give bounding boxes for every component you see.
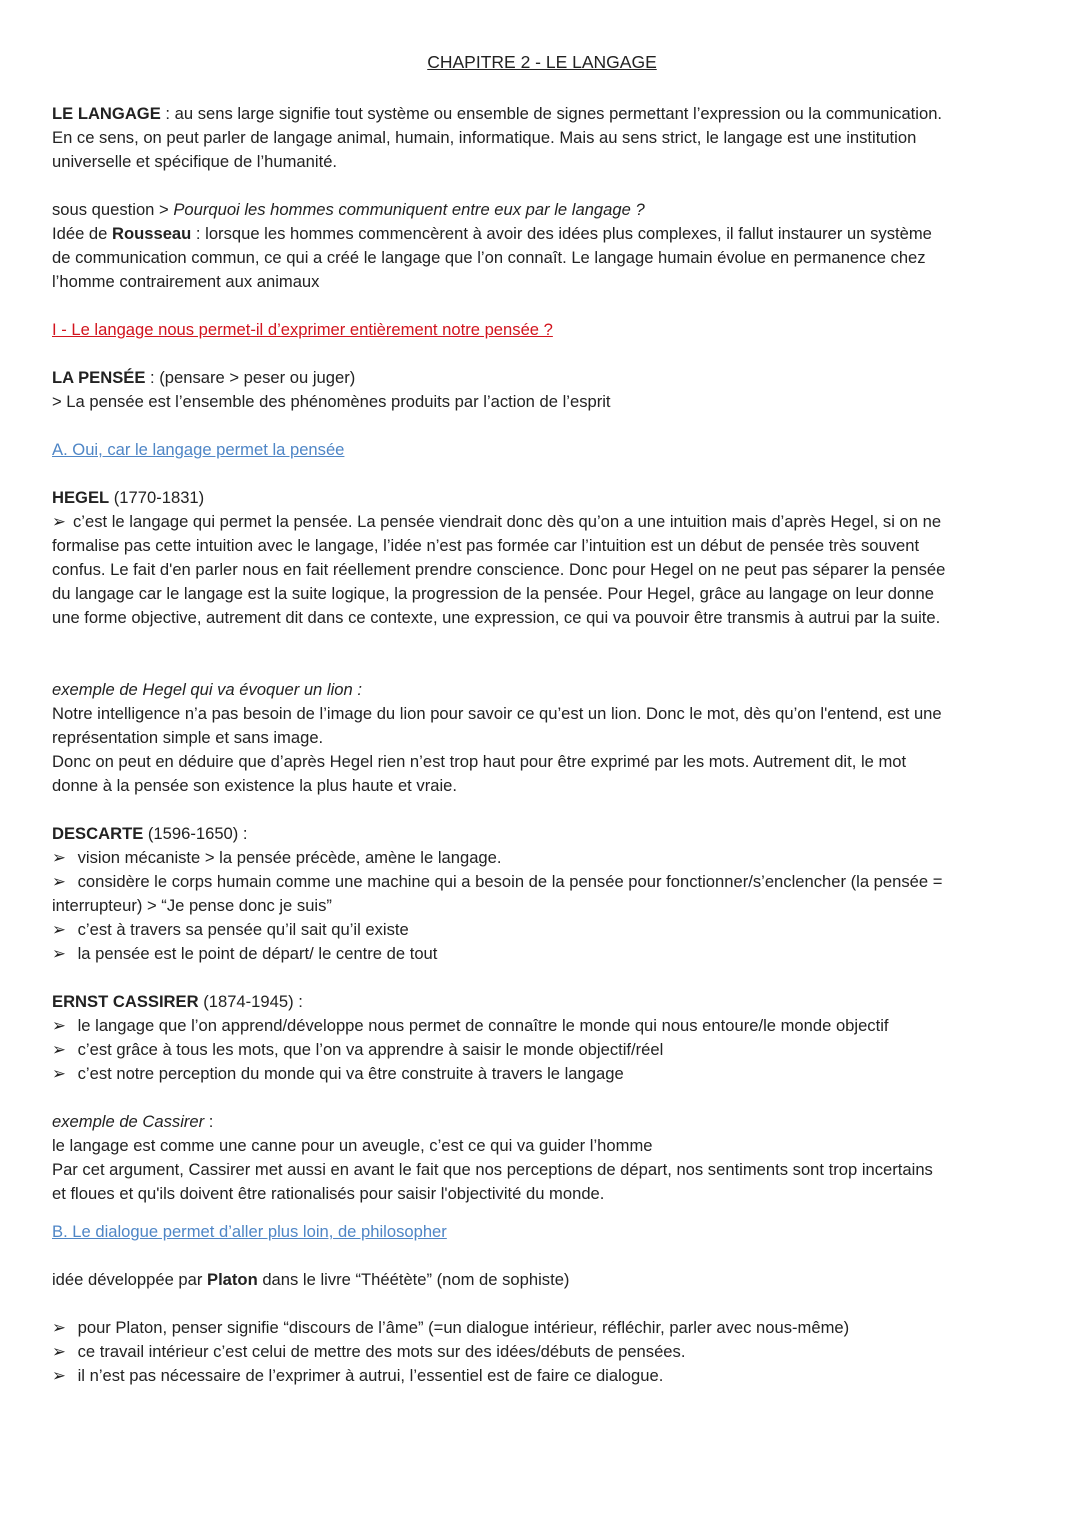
arrow-bullet-icon: ➢ xyxy=(52,512,66,531)
document-page xyxy=(52,50,1042,1388)
rousseau-idea: Idée de Rousseau : lorsque les hommes commencèrent à avoir des idées plus complexes, il fallut instaurer un système xyxy=(52,224,932,243)
hegel-line: une forme objective, autrement dit dans ce contexte, une expression, ce qui va pouvoir être transmis à autrui par la suite. xyxy=(52,608,941,627)
subsection-heading-b: B. Le dialogue permet d’aller plus loin, de philosopher xyxy=(52,1222,447,1241)
arrow-bullet-icon: ➢ xyxy=(52,1342,66,1361)
example-title: exemple de Hegel qui va évoquer un lion : xyxy=(52,680,362,699)
descarte-block: DESCARTE (1596-1650) : ➢ vision mécaniste > la pensée précède, amène le langage. ➢ considère le corps humain comme une machine qui a besoin de la pensée pour fonctionner/s’enclencher (la pensée = interrupteur) > “Je pense donc je suis” ➢ c’est à travers sa pensée qu’il sait qu’il existe ➢ la pensée est le point de départ/ le centre de tout xyxy=(52,822,1042,966)
page-title: CHAPITRE 2 - LE LANGAGE xyxy=(427,52,657,72)
bullet-item: ➢ c’est grâce à tous les mots, que l’on va apprendre à saisir le monde objectif/réel xyxy=(52,1038,1042,1062)
paragraph-line: l’homme contrairement aux animaux xyxy=(52,272,320,291)
definition-line: universelle et spécifique de l’humanité. xyxy=(52,152,338,171)
arrow-bullet-icon: ➢ xyxy=(52,1040,66,1059)
platon-intro: idée développée par Platon dans le livre “Théétète” (nom de sophiste) xyxy=(52,1270,570,1289)
bullet-item: ➢ il n’est pas nécessaire de l’exprimer à autrui, l’essentiel est de faire ce dialogue. xyxy=(52,1364,1042,1388)
section-heading-1: I - Le langage nous permet-il d’exprimer entièrement notre pensée ? xyxy=(52,320,553,339)
author-cassirer: ERNST CASSIRER xyxy=(52,992,199,1011)
bullet-item-continuation: interrupteur) > “Je pense donc je suis” xyxy=(52,896,332,915)
example-line: représentation simple et sans image. xyxy=(52,728,324,747)
term-langage: LE LANGAGE xyxy=(52,104,161,123)
bullet-item: ➢ le langage que l’on apprend/développe nous permet de connaître le monde qui nous entoure/le monde objectif xyxy=(52,1014,1042,1038)
example-line: le langage est comme une canne pour un aveugle, c’est ce qui va guider l’homme xyxy=(52,1136,653,1155)
bullet-item: ➢ la pensée est le point de départ/ le centre de tout xyxy=(52,942,1042,966)
arrow-bullet-icon: ➢ xyxy=(52,1016,66,1035)
example-line: donne à la pensée son existence la plus haute et vraie. xyxy=(52,776,457,795)
hegel-line: formalise pas cette intuition avec le langage, l’idée n’est pas formée car l’intuition est un début de pensée très souvent xyxy=(52,536,920,555)
pensee-def-line: > La pensée est l’ensemble des phénomènes produits par l’action de l’esprit xyxy=(52,392,611,411)
hegel-line: confus. Le fait d'en parler nous en fait réellement prendre conscience. Donc pour Hegel on ne peut pas séparer la pensée xyxy=(52,560,946,579)
example-line: et floues et qu'ils doivent être rationalisés pour saisir l'objectivité du monde. xyxy=(52,1184,605,1203)
bullet-item: ➢ ce travail intérieur c’est celui de mettre des mots sur des idées/débuts de pensées. xyxy=(52,1340,1042,1364)
cassirer-example-block: exemple de Cassirer : le langage est comme une canne pour un aveugle, c’est ce qui va guider l’homme Par cet argument, Cassirer met aussi en avant le fait que nos perceptions de départ, nos sentiments sont trop incertains et floues et qu'ils doivent être rationalisés pour saisir l'objectivité du monde. xyxy=(52,1110,1042,1206)
question-text: Pourquoi les hommes communiquent entre eux par le langage ? xyxy=(173,200,645,219)
bullet-item: ➢ vision mécaniste > la pensée précède, amène le langage. xyxy=(52,846,1042,870)
bullet-item: ➢ c’est notre perception du monde qui va être construite à travers le langage xyxy=(52,1062,1042,1086)
cassirer-block: ERNST CASSIRER (1874-1945) : ➢ le langage que l’on apprend/développe nous permet de connaître le monde qui nous entoure/le monde objectif ➢ c’est grâce à tous les mots, que l’on va apprendre à saisir le monde objectif/réel ➢ c’est notre perception du monde qui va être construite à travers le langage xyxy=(52,990,1042,1086)
term-pensee: LA PENSÉE xyxy=(52,368,146,387)
bullet-item: ➢ considère le corps humain comme une machine qui a besoin de la pensée pour fonctionner/s’enclencher (la pensée = xyxy=(52,870,1042,894)
paragraph-line: de communication commun, ce qui a créé le langage que l’on connaît. Le langage humain évolue en permanence chez xyxy=(52,248,926,267)
definition-line: En ce sens, on peut parler de langage animal, humain, informatique. Mais au sens strict, le langage est une institution xyxy=(52,128,917,147)
hegel-block: HEGEL (1770-1831) ➢ c’est le langage qui permet la pensée. La pensée viendrait donc dès qu’on a une intuition mais d’après Hegel, si on ne formalise pas cette intuition avec le langage, l’idée n’est pas formée car l’intuition est un début de pensée très souvent confus. Le fait d'en parler nous en fait réellement prendre conscience. Donc pour Hegel on ne peut pas séparer la pensée du langage car le langage est la suite logique, la progression de la pensée. Pour Hegel, grâce au langage on leur donne une forme objective, autrement dit dans ce contexte, une expression, ce qui va pouvoir être transmis à autrui par la suite. xyxy=(52,486,1042,630)
sous-question-block xyxy=(52,198,1042,294)
author-descarte: DESCARTE xyxy=(52,824,144,843)
author-rousseau: Rousseau xyxy=(111,224,192,243)
platon-block xyxy=(52,1268,1042,1388)
langage-definition xyxy=(52,102,1042,174)
hegel-example-block xyxy=(52,678,1042,798)
arrow-bullet-icon: ➢ xyxy=(52,920,66,939)
subsection-heading-a: A. Oui, car le langage permet la pensée xyxy=(52,440,345,459)
arrow-bullet-icon: ➢ xyxy=(52,944,66,963)
arrow-bullet-icon: ➢ xyxy=(52,848,66,867)
hegel-line: ➢ c’est le langage qui permet la pensée. La pensée viendrait donc dès qu’on a une intuition mais d’après Hegel, si on ne xyxy=(52,510,1042,534)
bullet-item: ➢ pour Platon, penser signifie “discours de l’âme” (=un dialogue intérieur, réfléchir, parler avec nous-même) xyxy=(52,1316,1042,1340)
example-line: Notre intelligence n’a pas besoin de l’image du lion pour savoir ce qu’est un lion. Donc le mot, dès qu’on l'entend, est une xyxy=(52,704,942,723)
author-hegel: HEGEL xyxy=(52,488,110,507)
definition-line: LE LANGAGE : au sens large signifie tout système ou ensemble de signes permettant l’expression ou la communication. xyxy=(52,104,943,123)
pensee-definition: LA PENSÉE : (pensare > peser ou juger) > La pensée est l’ensemble des phénomènes produits par l’action de l’esprit xyxy=(52,366,1042,414)
example-line: Par cet argument, Cassirer met aussi en avant le fait que nos perceptions de départ, nos sentiments sont trop incertains xyxy=(52,1160,933,1179)
hegel-line: du langage car le langage est la suite logique, la progression de la pensée. Pour Hegel, grâce au langage on leur donne xyxy=(52,584,934,603)
arrow-bullet-icon: ➢ xyxy=(52,872,66,891)
author-platon: Platon xyxy=(207,1270,258,1289)
bullet-item: ➢ c’est à travers sa pensée qu’il sait qu’il existe xyxy=(52,918,1042,942)
arrow-bullet-icon: ➢ xyxy=(52,1064,66,1083)
arrow-bullet-icon: ➢ xyxy=(52,1366,66,1385)
example-line: Donc on peut en déduire que d’après Hegel rien n’est trop haut pour être exprimé par les mots. Autrement dit, le mot xyxy=(52,752,907,771)
example-title: exemple de Cassirer xyxy=(52,1112,205,1131)
sous-question: sous question > Pourquoi les hommes communiquent entre eux par le langage ? xyxy=(52,200,645,219)
arrow-bullet-icon: ➢ xyxy=(52,1318,66,1337)
